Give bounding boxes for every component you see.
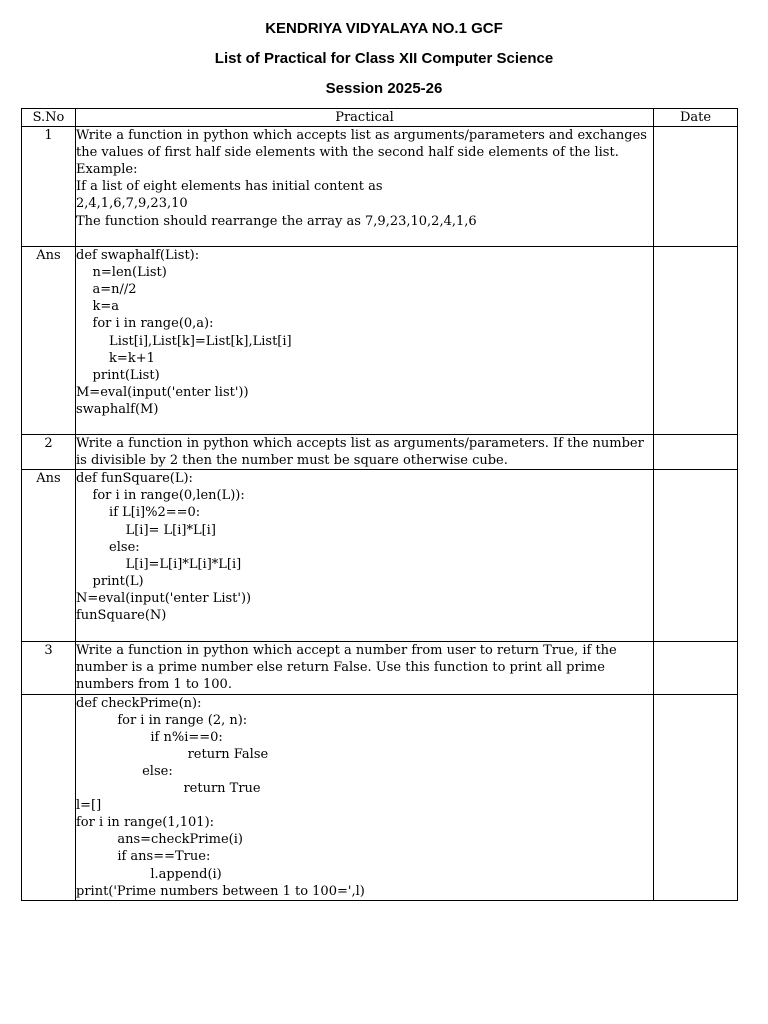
code-line: def swaphalf(List):	[76, 248, 200, 264]
table-header-row	[22, 109, 738, 127]
practical-question-cell	[76, 435, 654, 470]
serial-number-cell: 2	[22, 435, 76, 470]
column-header-date: Date	[654, 109, 738, 127]
code-line: k=a	[76, 299, 120, 315]
code-line: print('Prime numbers between 1 to 100=',l)	[76, 883, 365, 899]
code-line: print(List)	[76, 367, 160, 383]
code-line: for i in range(0,len(L)):	[76, 488, 245, 504]
code-line: M=eval(input('enter list'))	[76, 384, 249, 400]
question-line: The function should rearrange the array as 7,9,23,10,2,4,1,6	[76, 213, 477, 229]
column-header-practical: Practical	[76, 109, 654, 127]
code-line: if ans==True:	[76, 849, 211, 865]
table-row	[22, 435, 738, 470]
question-line: 2,4,1,6,7,9,23,10	[76, 196, 188, 212]
code-line: N=eval(input('enter List'))	[76, 590, 252, 606]
question-line: Write a function in python which accepts list as arguments/parameters and exchanges the values of first half side elements with the second half side elements of the list.	[76, 128, 647, 161]
code-line: else:	[76, 763, 173, 779]
code-line: ans=checkPrime(i)	[76, 832, 243, 848]
code-line: n=len(List)	[76, 265, 167, 281]
code-line: def checkPrime(n):	[76, 695, 202, 711]
serial-number-cell: 1	[22, 127, 76, 247]
table-row	[22, 694, 738, 900]
table-body	[22, 127, 738, 901]
code-line: funSquare(N)	[76, 608, 167, 624]
table-row	[22, 642, 738, 694]
code-line: swaphalf(M)	[76, 401, 159, 417]
document-title: List of Practical for Class XII Computer Science	[214, 50, 554, 67]
question-line: If a list of eight elements has initial content as	[76, 179, 383, 195]
code-line: for i in range (2, n):	[76, 712, 248, 728]
serial-number-cell: 3	[22, 642, 76, 694]
code-line: return True	[76, 781, 261, 797]
code-line: def funSquare(L):	[76, 471, 193, 487]
code-line: List[i],List[k]=List[k],List[i]	[76, 333, 292, 349]
code-line: for i in range(1,101):	[76, 815, 215, 831]
serial-number-cell: Ans	[22, 470, 76, 642]
serial-number-cell	[22, 694, 76, 900]
code-line: if L[i]%2==0:	[76, 505, 201, 521]
date-cell	[654, 435, 738, 470]
code-line: k=k+1	[76, 350, 155, 366]
question-line: Write a function in python which accept a number from user to return True, if the number is a prime number else return False. Use this function to print all prime numbers from 1 to 100.	[76, 643, 617, 693]
school-name: KENDRIYA VIDYALAYA NO.1 GCF	[265, 20, 503, 37]
table-row	[22, 127, 738, 247]
date-cell	[654, 470, 738, 642]
serial-number-cell: Ans	[22, 247, 76, 435]
code-line: l=[]	[76, 798, 102, 814]
table-row	[22, 247, 738, 435]
code-line: a=n//2	[76, 282, 137, 298]
code-line: print(L)	[76, 573, 144, 589]
answer-code-cell	[76, 247, 654, 435]
code-line: L[i]= L[i]*L[i]	[76, 522, 216, 538]
date-cell	[654, 127, 738, 247]
session-label: Session 2025-26	[325, 80, 443, 97]
date-cell	[654, 642, 738, 694]
question-line: Write a function in python which accepts list as arguments/parameters. If the number is divisible by 2 then the number must be square otherwise cube.	[76, 436, 644, 469]
answer-code-cell	[76, 470, 654, 642]
question-line: Example:	[76, 162, 138, 178]
practical-question-cell	[76, 642, 654, 694]
date-cell	[654, 694, 738, 900]
date-cell	[654, 247, 738, 435]
table-row	[22, 470, 738, 642]
practicals-table	[21, 108, 738, 901]
column-header-sno: S.No	[22, 109, 76, 127]
answer-code-cell	[76, 694, 654, 900]
code-line: l.append(i)	[76, 866, 222, 882]
code-line: return False	[76, 746, 269, 762]
code-line: if n%i==0:	[76, 729, 223, 745]
code-line: else:	[76, 539, 140, 555]
code-line: L[i]=L[i]*L[i]*L[i]	[76, 556, 242, 572]
practical-question-cell	[76, 127, 654, 247]
code-line: for i in range(0,a):	[76, 316, 214, 332]
